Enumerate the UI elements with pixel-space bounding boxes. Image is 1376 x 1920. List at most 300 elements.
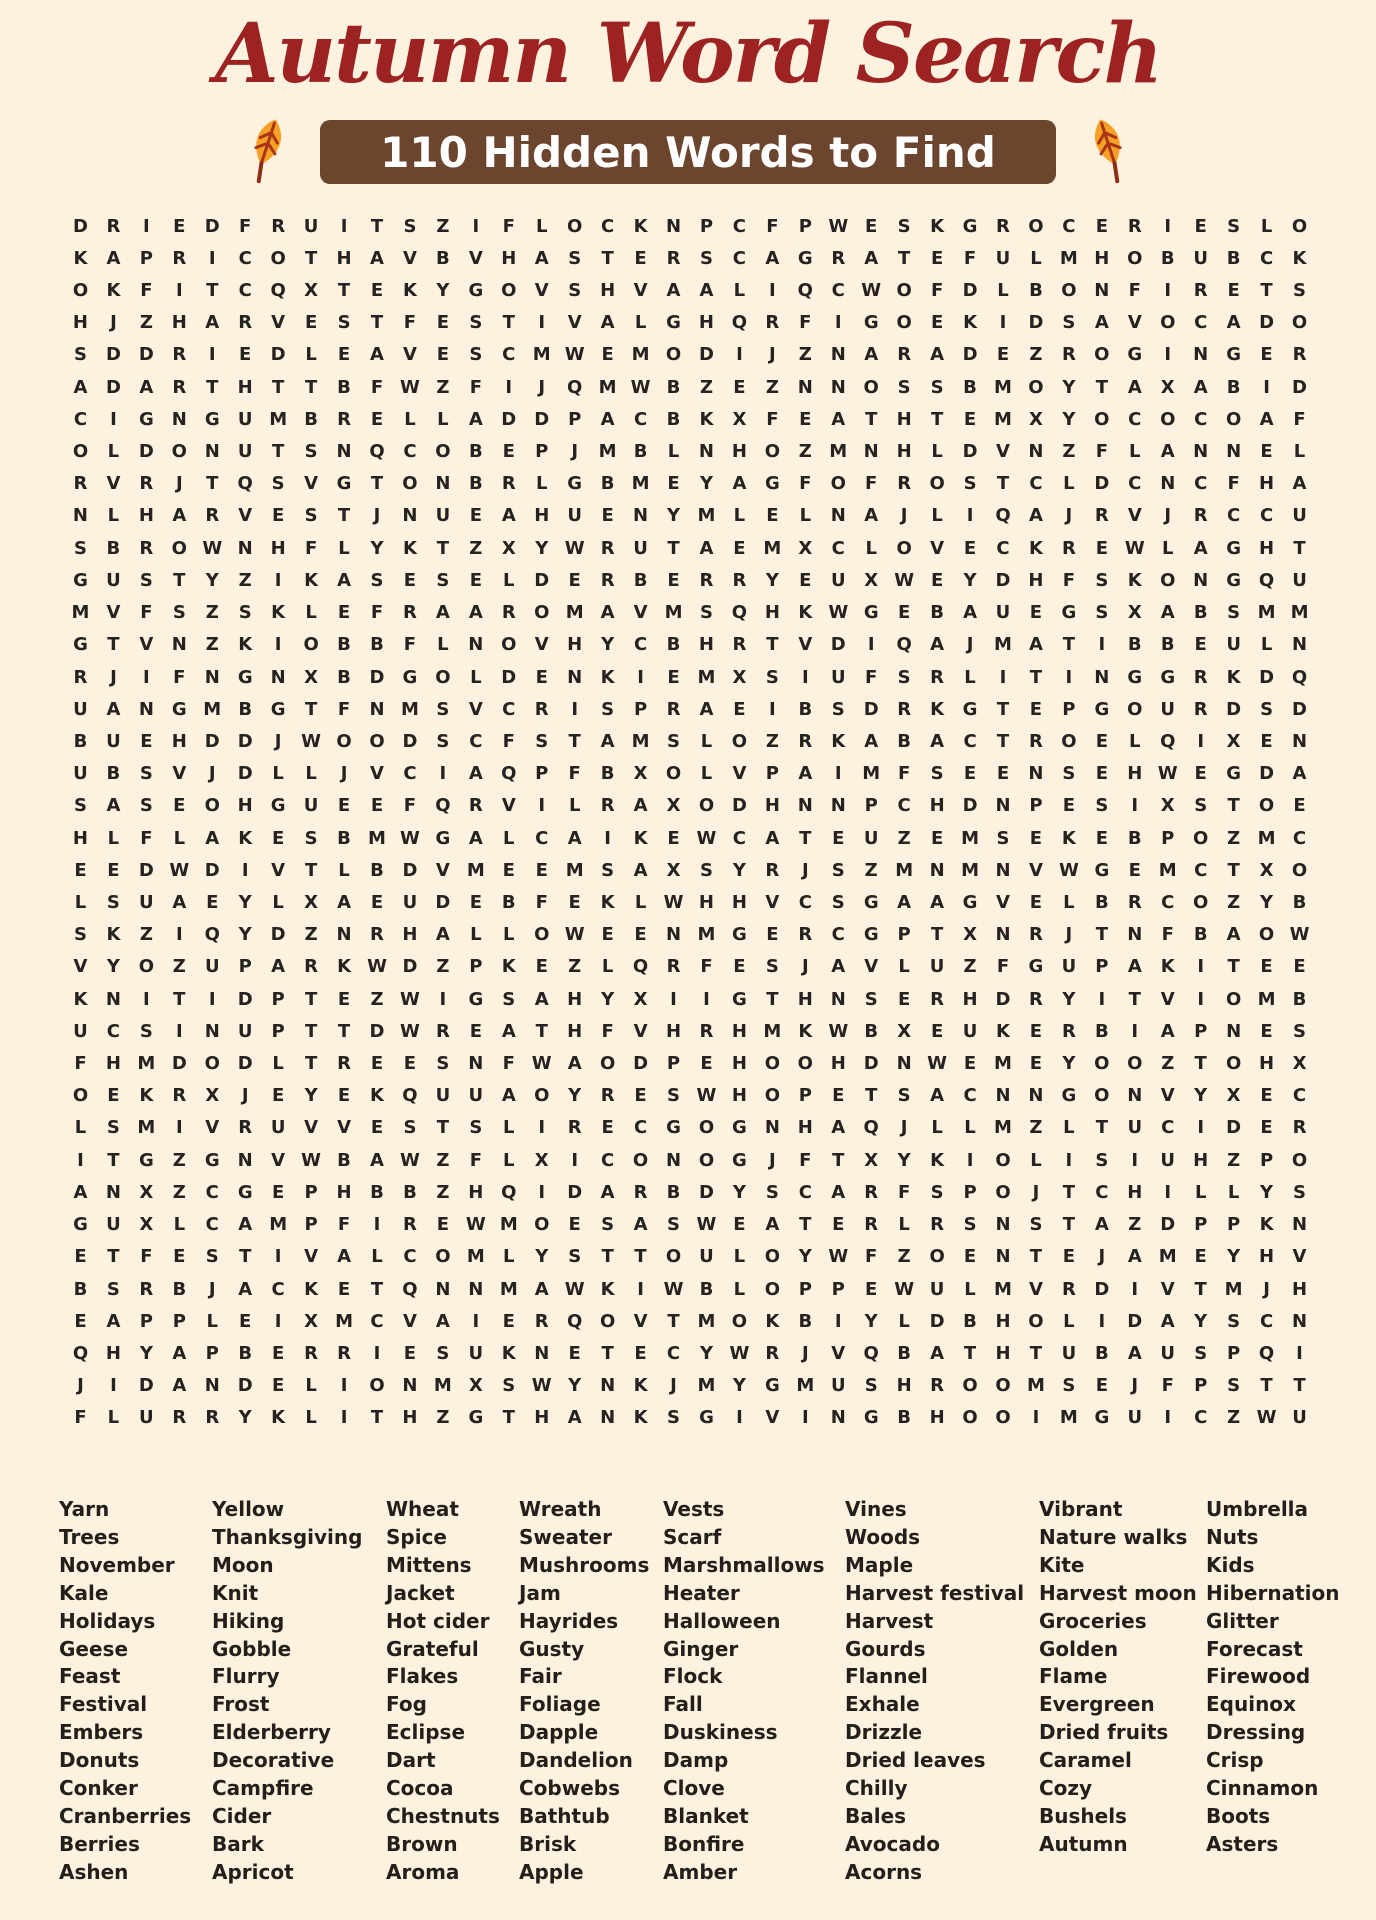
grid-letter: Z <box>436 1407 450 1429</box>
grid-letter: D <box>402 730 418 752</box>
grid-letter: L <box>1063 1117 1075 1139</box>
grid-letter: V <box>402 344 417 366</box>
grid-letter: Q <box>863 1117 879 1139</box>
grid-letter: R <box>172 247 187 269</box>
grid-letter: R <box>699 1020 714 1042</box>
grid-letter: U <box>139 1407 154 1429</box>
word-item: Fair <box>519 1664 562 1689</box>
grid-letter: T <box>1095 1117 1108 1139</box>
grid-letter: F <box>865 1246 878 1268</box>
grid-letter: R <box>666 247 681 269</box>
grid-letter: B <box>666 408 681 430</box>
grid-letter: I <box>340 215 348 237</box>
grid-letter: N <box>435 473 451 495</box>
grid-letter: T <box>1062 634 1076 656</box>
grid-letter: I <box>340 1407 348 1429</box>
grid-letter: W <box>1289 924 1310 946</box>
grid-letter: Y <box>1062 988 1076 1010</box>
grid-letter: U <box>1292 1407 1307 1429</box>
grid-letter: H <box>402 1407 418 1429</box>
grid-letter: S <box>106 1278 120 1300</box>
grid-letter: H <box>896 441 912 463</box>
grid-letter: L <box>1227 1181 1240 1203</box>
grid-letter: E <box>963 1246 977 1268</box>
grid-letter: Q <box>567 1310 583 1332</box>
grid-letter: V <box>1028 859 1043 881</box>
grid-letter: T <box>799 827 812 849</box>
grid-letter: U <box>106 569 121 591</box>
grid-letter: O <box>665 344 682 366</box>
grid-letter: S <box>238 602 252 624</box>
grid-letter: N <box>830 1407 846 1429</box>
grid-letter: Y <box>732 1375 746 1397</box>
grid-letter: U <box>830 666 846 688</box>
grid-letter: D <box>501 666 517 688</box>
grid-row <box>64 307 1316 339</box>
grid-letter: U <box>830 1375 846 1397</box>
grid-letter: G <box>237 1181 253 1203</box>
grid-row <box>64 1015 1316 1047</box>
grid-letter: R <box>238 312 253 334</box>
grid-letter: D <box>402 859 418 881</box>
grid-letter: I <box>175 280 183 302</box>
grid-letter: N <box>1160 473 1176 495</box>
grid-letter: D <box>138 1375 154 1397</box>
grid-row <box>64 951 1316 983</box>
grid-letter: I <box>1065 666 1073 688</box>
grid-letter: A <box>897 892 912 914</box>
grid-letter: G <box>1127 666 1143 688</box>
grid-letter: Z <box>469 537 483 559</box>
grid-letter: L <box>272 892 284 914</box>
grid-letter: F <box>700 956 713 978</box>
grid-letter: I <box>472 215 480 237</box>
grid-letter: Q <box>501 1181 517 1203</box>
grid-letter: W <box>729 1342 750 1364</box>
grid-letter: S <box>699 602 713 624</box>
grid-letter: G <box>270 795 286 817</box>
grid-letter: I <box>670 988 677 1010</box>
grid-letter: K <box>633 215 648 237</box>
grid-letter: P <box>633 698 648 720</box>
grid-letter: W <box>400 988 420 1010</box>
grid-letter: A <box>798 763 813 785</box>
grid-letter: L <box>272 763 284 785</box>
grid-letter: Q <box>501 763 517 785</box>
grid-letter: R <box>1061 537 1076 559</box>
word-column <box>59 1496 212 1887</box>
grid-letter: Z <box>1062 441 1076 463</box>
grid-letter: T <box>799 1214 812 1236</box>
grid-letter: O <box>138 956 155 978</box>
grid-letter: D <box>962 441 978 463</box>
grid-letter: C <box>601 1149 615 1171</box>
grid-letter: A <box>337 569 352 591</box>
grid-letter: M <box>862 763 881 785</box>
grid-letter: Z <box>436 1149 450 1171</box>
word-item: Decorative <box>212 1748 335 1773</box>
grid-letter: J <box>208 1278 216 1300</box>
grid-letter: R <box>897 698 912 720</box>
grid-letter: N <box>797 376 813 398</box>
word-search-grid <box>64 210 1316 1434</box>
grid-letter: F <box>996 956 1010 978</box>
grid-letter: P <box>172 1310 186 1332</box>
grid-letter: B <box>1226 376 1241 398</box>
grid-letter: C <box>732 215 747 237</box>
grid-letter: W <box>1256 1407 1277 1429</box>
grid-letter: A <box>1292 473 1307 495</box>
grid-letter: T <box>963 1342 977 1364</box>
grid-letter: A <box>501 505 516 527</box>
grid-letter: P <box>139 1310 153 1332</box>
grid-letter: E <box>469 892 482 914</box>
grid-letter: B <box>403 1181 417 1203</box>
grid-letter: G <box>270 698 286 720</box>
grid-letter: M <box>994 1117 1012 1139</box>
grid-letter: O <box>863 376 879 398</box>
grid-letter: A <box>699 698 714 720</box>
grid-letter: E <box>370 892 384 914</box>
word-item: Blanket <box>663 1803 749 1828</box>
grid-letter: E <box>1095 1375 1108 1397</box>
grid-letter: N <box>830 795 846 817</box>
grid-letter: E <box>74 859 87 881</box>
grid-letter: I <box>1197 988 1205 1010</box>
grid-letter: H <box>962 988 978 1010</box>
grid-letter: D <box>270 924 286 946</box>
grid-letter: C <box>238 280 252 302</box>
grid-letter: W <box>696 827 717 849</box>
grid-letter: O <box>435 1246 451 1268</box>
grid-letter: W <box>894 569 915 591</box>
grid-letter: K <box>501 1342 516 1364</box>
grid-letter: E <box>535 666 548 688</box>
grid-letter: N <box>995 859 1011 881</box>
grid-letter: G <box>1226 569 1242 591</box>
word-item: Dried leaves <box>845 1748 986 1773</box>
grid-letter: B <box>1094 1342 1109 1364</box>
word-item: Mushrooms <box>519 1552 650 1577</box>
grid-letter: C <box>1128 408 1142 430</box>
grid-letter: K <box>699 408 714 430</box>
grid-letter: E <box>766 505 779 527</box>
grid-letter: B <box>1160 634 1175 656</box>
word-item: Wheat <box>386 1497 459 1521</box>
grid-letter: B <box>864 1020 879 1042</box>
grid-letter: C <box>1128 473 1142 495</box>
grid-letter: T <box>272 441 285 463</box>
grid-letter: E <box>930 312 944 334</box>
grid-letter: E <box>667 473 680 495</box>
grid-letter: Y <box>436 280 450 302</box>
grid-letter: D <box>1259 666 1275 688</box>
grid-letter: G <box>666 312 681 334</box>
grid-letter: N <box>600 1375 616 1397</box>
grid-letter: L <box>865 537 877 559</box>
grid-letter: N <box>204 666 220 688</box>
grid-letter: E <box>601 505 614 527</box>
word-item: Avocado <box>845 1831 940 1856</box>
grid-letter: V <box>402 247 417 269</box>
grid-letter: X <box>468 1375 483 1397</box>
word-item: Exhale <box>845 1692 920 1717</box>
grid-letter: D <box>962 280 978 302</box>
grid-letter: Z <box>897 1246 911 1268</box>
grid-letter: H <box>567 1020 583 1042</box>
grid-letter: C <box>633 1117 648 1139</box>
word-item: Groceries <box>1039 1608 1147 1633</box>
grid-letter: T <box>601 247 614 269</box>
grid-letter: I <box>1131 795 1139 817</box>
grid-letter: Z <box>436 956 450 978</box>
grid-letter: E <box>1293 956 1306 978</box>
word-item: Brown <box>386 1831 458 1856</box>
grid-letter: O <box>402 473 418 495</box>
grid-letter: R <box>600 569 615 591</box>
grid-letter: V <box>996 892 1010 914</box>
grid-letter: B <box>633 569 648 591</box>
grid-letter: E <box>832 1085 845 1107</box>
grid-letter: S <box>436 569 450 591</box>
grid-letter: I <box>274 1310 282 1332</box>
grid-letter: T <box>766 634 779 656</box>
grid-letter: S <box>139 1020 153 1042</box>
grid-letter: R <box>403 602 417 624</box>
grid-letter: V <box>468 247 483 269</box>
grid-letter: H <box>171 730 187 752</box>
grid-letter: A <box>1226 312 1241 334</box>
word-item: Amber <box>663 1859 738 1884</box>
grid-letter: M <box>763 1020 782 1042</box>
grid-letter: P <box>1194 1020 1208 1042</box>
grid-letter: P <box>798 1085 812 1107</box>
grid-row <box>64 1402 1316 1434</box>
grid-letter: S <box>699 247 713 269</box>
grid-letter: W <box>696 1214 717 1236</box>
grid-letter: A <box>468 602 483 624</box>
grid-letter: A <box>106 247 121 269</box>
grid-letter: S <box>601 698 615 720</box>
grid-letter: T <box>239 1246 252 1268</box>
grid-letter: K <box>402 280 417 302</box>
grid-letter: N <box>1291 1310 1308 1332</box>
grid-letter: N <box>270 666 286 688</box>
grid-letter: T <box>206 280 219 302</box>
grid-letter: O <box>336 730 352 752</box>
grid-letter: Z <box>304 924 318 946</box>
grid-letter: S <box>667 1407 680 1429</box>
grid-letter: X <box>205 1085 220 1107</box>
grid-letter: D <box>1259 763 1275 785</box>
grid-letter: A <box>73 376 88 398</box>
word-item: Dressing <box>1206 1720 1306 1745</box>
grid-letter: K <box>238 634 253 656</box>
grid-letter: L <box>931 1117 943 1139</box>
grid-letter: V <box>468 698 483 720</box>
grid-letter: S <box>139 569 153 591</box>
word-item: Festival <box>59 1692 148 1717</box>
grid-letter: A <box>600 1181 615 1203</box>
grid-letter: Z <box>436 376 450 398</box>
grid-letter: O <box>303 634 319 656</box>
grid-letter: I <box>208 247 216 269</box>
grid-letter: E <box>667 666 680 688</box>
word-item: Feast <box>59 1664 121 1689</box>
word-item: Bonfire <box>663 1831 745 1856</box>
grid-letter: P <box>765 763 779 785</box>
grid-letter: I <box>340 1375 348 1397</box>
grid-letter: H <box>138 505 154 527</box>
grid-letter: O <box>929 1246 945 1268</box>
grid-letter: R <box>534 1310 549 1332</box>
grid-letter: Y <box>1260 892 1274 914</box>
grid-letter: T <box>1260 280 1273 302</box>
grid-row <box>64 564 1316 596</box>
word-item: Campfire <box>212 1776 314 1801</box>
grid-letter: S <box>271 473 285 495</box>
grid-letter: P <box>1227 1342 1241 1364</box>
grid-letter: H <box>929 795 945 817</box>
grid-letter: E <box>337 795 351 817</box>
grid-letter: T <box>865 408 878 430</box>
grid-letter: E <box>272 1375 285 1397</box>
grid-letter: G <box>1094 698 1110 720</box>
grid-letter: H <box>731 1020 747 1042</box>
word-item: Heater <box>663 1580 740 1605</box>
grid-letter: Q <box>632 956 649 978</box>
grid-letter: R <box>864 1181 879 1203</box>
grid-letter: F <box>403 312 417 334</box>
grid-letter: N <box>105 988 121 1010</box>
grid-letter: R <box>1127 215 1142 237</box>
grid-letter: M <box>1290 602 1309 624</box>
grid-letter: K <box>271 1407 286 1429</box>
grid-letter: I <box>538 1117 546 1139</box>
grid-letter: Z <box>699 376 713 398</box>
grid-letter: T <box>337 280 351 302</box>
grid-letter: U <box>1061 1342 1077 1364</box>
grid-letter: B <box>798 698 813 720</box>
grid-row <box>64 339 1316 371</box>
grid-letter: R <box>337 1053 351 1075</box>
grid-letter: O <box>1061 730 1077 752</box>
grid-letter: T <box>173 569 186 591</box>
grid-letter: N <box>1028 1085 1044 1107</box>
grid-letter: V <box>106 602 121 624</box>
grid-letter: J <box>77 1375 84 1397</box>
grid-letter: O <box>1094 344 1110 366</box>
grid-letter: B <box>436 247 450 269</box>
grid-letter: F <box>535 892 548 914</box>
grid-letter: E <box>272 505 285 527</box>
grid-letter: K <box>996 1020 1010 1042</box>
grid-letter: X <box>1226 730 1241 752</box>
grid-letter: V <box>765 1407 780 1429</box>
word-item: Brisk <box>519 1831 577 1856</box>
grid-letter: E <box>1029 602 1043 624</box>
grid-letter: E <box>963 763 977 785</box>
grid-letter: M <box>697 1375 716 1397</box>
grid-letter: C <box>1259 247 1274 269</box>
grid-letter: P <box>1095 956 1109 978</box>
grid-letter: E <box>733 376 746 398</box>
grid-letter: J <box>1065 924 1073 946</box>
grid-letter: W <box>663 1278 684 1300</box>
grid-letter: Y <box>568 1085 582 1107</box>
grid-letter: T <box>1095 924 1108 946</box>
grid-letter: X <box>1127 602 1142 624</box>
grid-letter: Q <box>204 924 220 946</box>
grid-letter: B <box>1226 247 1241 269</box>
grid-letter: Y <box>765 569 779 591</box>
grid-letter: N <box>1028 441 1044 463</box>
grid-letter: C <box>601 215 615 237</box>
grid-letter: A <box>1226 924 1241 946</box>
grid-letter: P <box>1227 1214 1241 1236</box>
grid-letter: G <box>1226 763 1242 785</box>
grid-letter: B <box>666 1181 681 1203</box>
grid-letter: S <box>568 1246 582 1268</box>
grid-letter: R <box>666 698 681 720</box>
grid-letter: Z <box>139 924 153 946</box>
grid-letter: U <box>73 1020 88 1042</box>
grid-letter: R <box>106 215 121 237</box>
grid-letter: M <box>697 1310 716 1332</box>
grid-letter: R <box>73 666 88 688</box>
grid-letter: I <box>1164 280 1172 302</box>
grid-letter: E <box>766 924 779 946</box>
grid-letter: M <box>269 1214 288 1236</box>
grid-letter: R <box>534 698 549 720</box>
grid-letter: I <box>208 344 216 366</box>
grid-letter: X <box>864 1149 879 1171</box>
grid-letter: X <box>666 795 681 817</box>
grid-letter: U <box>270 1117 286 1139</box>
grid-letter: G <box>204 408 220 430</box>
grid-letter: Z <box>1227 827 1241 849</box>
grid-letter: E <box>469 505 482 527</box>
grid-letter: S <box>1260 698 1274 720</box>
grid-letter: I <box>1263 376 1270 398</box>
grid-letter: G <box>962 215 978 237</box>
grid-letter: I <box>1131 1020 1139 1042</box>
grid-letter: Z <box>370 988 384 1010</box>
grid-letter: Z <box>1227 1407 1241 1429</box>
grid-letter: N <box>171 634 187 656</box>
grid-letter: O <box>1160 408 1176 430</box>
word-item: Berries <box>59 1831 140 1856</box>
grid-letter: V <box>633 280 648 302</box>
grid-letter: L <box>503 569 515 591</box>
grid-letter: W <box>301 1149 322 1171</box>
grid-letter: V <box>435 859 450 881</box>
grid-letter: S <box>1062 312 1076 334</box>
grid-letter: X <box>534 1149 549 1171</box>
grid-letter: Z <box>436 1181 450 1203</box>
word-item: Vines <box>845 1497 907 1521</box>
grid-letter: C <box>271 1278 285 1300</box>
grid-letter: S <box>601 859 615 881</box>
grid-letter: E <box>733 537 746 559</box>
grid-letter: Z <box>238 569 252 591</box>
grid-letter: I <box>801 1407 809 1429</box>
grid-letter: X <box>304 1310 319 1332</box>
grid-letter: Z <box>436 215 450 237</box>
grid-letter: D <box>402 956 418 978</box>
grid-letter: E <box>502 1310 515 1332</box>
grid-letter: F <box>1095 441 1108 463</box>
